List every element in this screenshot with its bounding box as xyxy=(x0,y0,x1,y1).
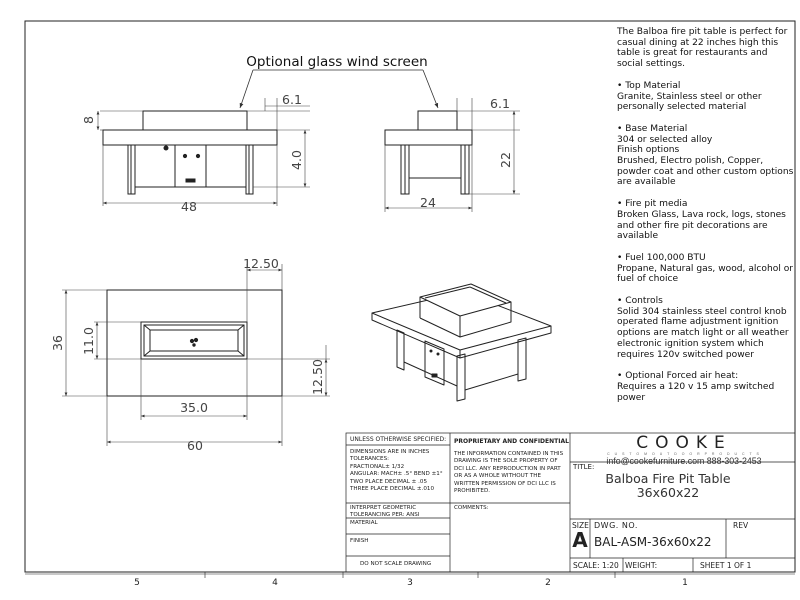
tb-interpret: INTERPRET GEOMETRIC xyxy=(350,505,417,511)
top-table-outline xyxy=(107,290,282,396)
tb-dimensions-are: DIMENSIONS ARE IN INCHES xyxy=(350,449,430,455)
tb-dwg-value: BAL-ASM-36x60x22 xyxy=(594,535,712,549)
top-view xyxy=(107,290,282,396)
note-base-material-body: 304 or selected alloy Finish options Brushed, Electro polish, Copper, powder coat and other custom options are available xyxy=(617,134,794,188)
tb-tolerances-label: TOLERANCES: xyxy=(350,456,390,463)
tb-fractional: FRACTIONAL± 1/32 xyxy=(350,463,405,470)
note-fire-pit-media-body: Broken Glass, Lava rock, logs, stones and other fire pit decorations are available xyxy=(617,209,786,242)
side-dim-height: 22 xyxy=(498,152,513,168)
tb-title-label: TITLE: xyxy=(573,463,595,471)
note-intro xyxy=(617,27,795,70)
tb-sheet: SHEET 1 OF 1 xyxy=(700,561,752,570)
zone-5: 5 xyxy=(134,578,140,588)
tb-dwg-label: DWG. NO. xyxy=(594,521,638,530)
zone-1: 1 xyxy=(682,578,688,588)
tb-scale: SCALE: 1:20 xyxy=(573,561,619,570)
top-dim-burner-length: 35.0 xyxy=(180,400,208,415)
side-view xyxy=(385,111,472,194)
top-dim-width: 36 xyxy=(50,335,65,351)
note-controls-body: Solid 304 stainless steel control knob operated flame adjustment ignition options are match light or all weather electronic ignition system which requires 120v switched power xyxy=(617,306,789,360)
tb-angular: ANGULAR: MACH± .5° BEND ±1° xyxy=(350,471,443,478)
tb-three-place: THREE PLACE DECIMAL ±.010 xyxy=(350,486,435,493)
zone-3: 3 xyxy=(407,578,413,588)
note-top-material-body: Granite, Stainless steel or other personally selected material xyxy=(617,91,762,113)
tb-rev-label: REV xyxy=(733,521,749,530)
top-dim-length: 60 xyxy=(187,438,203,453)
product-notes xyxy=(617,27,795,414)
zone-2: 2 xyxy=(545,578,551,588)
tb-do-not-scale: DO NOT SCALE DRAWING xyxy=(360,561,432,567)
front-glass-screen xyxy=(143,111,247,130)
drawing-title-line1: Balboa Fire Pit Table xyxy=(605,471,731,486)
front-table-top xyxy=(103,130,277,145)
top-dim-edge-offset-top: 12.50 xyxy=(243,256,279,271)
front-dim-screen-height: 4.0 xyxy=(289,150,304,170)
note-fire-pit-media-title: • Fire pit media xyxy=(617,199,688,210)
note-base-material xyxy=(617,124,795,188)
tb-finish: FINISH xyxy=(350,538,369,544)
side-glass-screen xyxy=(418,111,457,130)
isometric-view xyxy=(372,284,551,401)
tb-proprietary: PROPRIETARY AND CONFIDENTIAL xyxy=(454,438,569,445)
tb-weight: WEIGHT: xyxy=(625,561,658,570)
wind-screen-callout: Optional glass wind screen xyxy=(246,54,428,70)
drawing-title-line2: 36x60x22 xyxy=(636,485,700,500)
tb-size-label: SIZE xyxy=(572,521,589,530)
note-base-material-title: • Base Material xyxy=(617,123,688,134)
tb-size-value: A xyxy=(572,528,588,552)
tb-proprietary-body: THE INFORMATION CONTAINED IN THIS DRAWING IS THE SOLE PROPERTY OF DCI LLC. ANY REPRODUCTION IN PART OR AS A WHOLE WITHOUT THE WRITTEN PERMISSION OF DCI LLC IS PROHIBITED. xyxy=(454,451,564,495)
front-view xyxy=(103,111,277,194)
note-forced-air-body: Requires a 120 v 15 amp switched power xyxy=(617,381,775,403)
tb-unless-specified: UNLESS OTHERWISE SPECIFIED: xyxy=(350,436,447,443)
note-fuel-body: Propane, Natural gas, wood, alcohol or fuel of choice xyxy=(617,263,794,285)
side-dim-depth: 24 xyxy=(420,195,436,210)
front-dim-width: 48 xyxy=(181,199,197,214)
zone-4: 4 xyxy=(272,578,278,588)
tb-two-place: TWO PLACE DECIMAL ± .05 xyxy=(350,478,427,485)
front-dim-screen-overhang: 6.1 xyxy=(282,92,302,107)
tb-interpret-block xyxy=(350,505,420,520)
side-table-top xyxy=(385,130,472,145)
note-controls-title: • Controls xyxy=(617,296,663,307)
note-forced-air xyxy=(617,371,795,403)
top-dim-edge-offset-right: 12.50 xyxy=(310,359,325,395)
note-fuel xyxy=(617,253,795,285)
zone-markers xyxy=(134,572,688,588)
note-top-material-title: • Top Material xyxy=(617,80,681,91)
tb-tolerancing: TOLERANCING PER: ANSI xyxy=(350,512,420,519)
top-dim-burner-width: 11.0 xyxy=(81,327,96,355)
tb-material: MATERIAL xyxy=(350,520,378,526)
note-top-material xyxy=(617,81,795,113)
note-forced-air-title: • Optional Forced air heat: xyxy=(617,371,739,382)
note-fuel-title: • Fuel 100,000 BTU xyxy=(617,252,706,263)
note-controls xyxy=(617,296,795,360)
note-intro-body: The Balboa fire pit table is perfect for casual dining at 22 inches high this table is great for restaurants and social settings. xyxy=(617,27,788,70)
company-tagline: C U S T O M O U T D O O R P R O D U C T S xyxy=(607,452,761,456)
drawing-title xyxy=(570,472,766,500)
company-contact: info@cookefurniture.com 888-303-2453 xyxy=(606,456,762,466)
front-dim-top-thickness: 8 xyxy=(81,116,96,124)
company-block xyxy=(570,433,798,466)
note-fire-pit-media xyxy=(617,199,795,242)
side-dim-screen-overhang: 6.1 xyxy=(490,96,510,111)
tb-comments: COMMENTS: xyxy=(454,505,489,511)
company-logo: COOKE xyxy=(636,433,732,453)
tb-tolerances xyxy=(350,449,448,493)
